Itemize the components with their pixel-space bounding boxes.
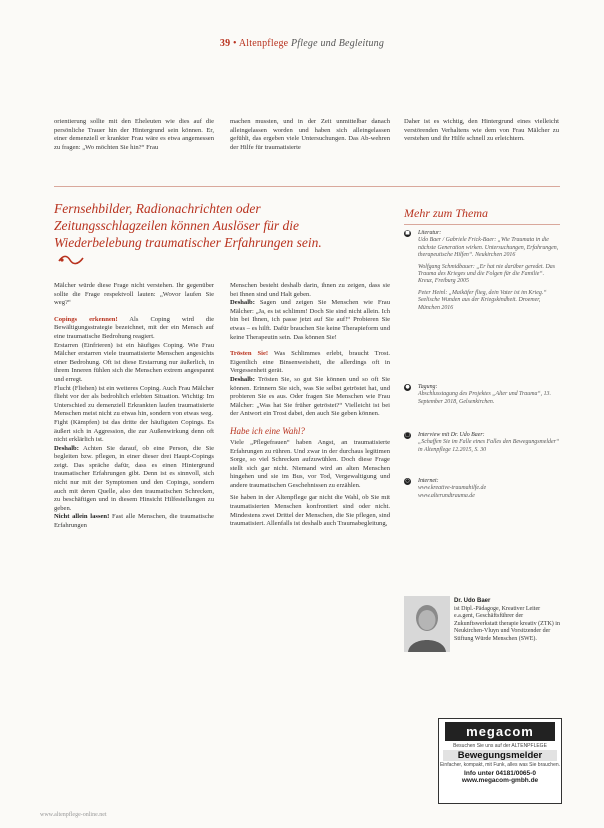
left-p2: Copings erkennen! Als Coping wird die Bewältigungsstrategie bezeichnet, mit der ein Mensch auf eine traumatische Bedrohung reagiert. (54, 315, 214, 340)
ad-phone: Info unter 04181/0065-0 (464, 770, 536, 777)
middle-column (230, 282, 390, 529)
calendar-icon: ● (405, 384, 410, 390)
left-p4: Flucht (Fliehen) ist ein weiteres Coping. Auch Frau Mälcher flieht vor der als bedrohlich erlebten Situation. Wichtig: Im Unterschied zu demenziell Erkrankten laufen traumatisierte Menschen meist nicht zu etwas hin, sondern von etwas weg. (54, 384, 214, 418)
mid-p4: Deshalb: Trösten Sie, so gut Sie können und so oft Sie können. Erinnern Sie sich, was Sie selbst getröstet hat, und probieren Sie es aus. Oder fragen Sie Menschen wie Frau Mälcher: „Was hat Sie früher getröstet?“ Vielleicht ist bei der Antwort ein Trost dabei, den auch Sie geben können. (230, 375, 390, 418)
globe-icon: ○ (405, 478, 410, 484)
top-column-3 (404, 118, 559, 144)
sidebar-literatur (405, 230, 560, 312)
mid-p2: Deshalb: Sagen und zeigen Sie Menschen wie Frau Mälcher: „Ja, es ist schlimm! Doch Sie sind nicht allein. Ich bin bei Ihnen, ich passe jetzt auf Sie auf!“ Probieren Sie etwas – es hilft. Dafür brauchen Sie keine Therapieform und keine Therapeutin sein. Das können Sie! (230, 299, 390, 341)
tagung-entry: Abschlusstagung des Projektes „Alter und Trauma“, 13. September 2018, Gelsenkirchen. (418, 391, 551, 405)
literatur-entry-2: Wolfgang Schmidbauer: „Er hat nie darüber geredet. Das Trauma des Krieges und die Folgen für die Familie“. Kreuz, Freiburg 2005 (418, 263, 555, 285)
sidebar-internet (405, 478, 560, 500)
literatur-label: Literatur: (418, 230, 442, 236)
pull-quote (54, 200, 354, 269)
divider-line (54, 186, 560, 187)
mid-p3-head: Trösten Sie! (230, 350, 269, 358)
interview-entry: „Schaffen Sie im Falle eines Falles den Bewegungsmelder“ in Altenpflege 12.2015, S. 30 (418, 439, 560, 453)
header-topic: Pflege und Begleitung (291, 38, 385, 49)
left-p7: Nicht allein lassen! Fast alle Menschen, die traumatische Erfahrungen (54, 513, 214, 530)
author-name: Dr. Udo Baer (454, 598, 491, 604)
mid-p6: Sie haben in der Altenpflege gar nicht die Wahl, ob Sie mit traumatisierten Menschen konfrontiert sind oder nicht. Mindestens zwei Drittel der Menschen, die Sie pflegen, sind traumatisiert. Allenfalls ist deshalb auch Traumabegleitung, (230, 494, 390, 528)
document-icon: □ (405, 432, 410, 438)
sidebar-interview (405, 432, 560, 454)
left-p6: Deshalb: Achten Sie darauf, ob eine Person, die Sie begleiten bzw. pflegen, in einer dieser drei Haupt-Copings zeigt. Das spräche dafür, dass es einen Hintergrund traumatischer Erfahrungen gibt. Denn ist es sinnvoll, sich nicht nur mit der Symptomen und den Copings, sondern auch mit deren Quelle, also den traumatischen Schrecken, zu beschäftigen und in diesem Hinsicht Hilfestellungen zu geben. (54, 444, 214, 512)
ad-line2: Einfacher, kompakt, mit Funk, alles was Sie brauchen. (439, 762, 561, 768)
author-photo (404, 596, 450, 652)
sidebar-rule (404, 224, 560, 225)
left-column (54, 282, 214, 531)
book-icon: ■ (405, 230, 410, 236)
top-col2-text: machen mussten, und in der Zeit unmittelbar danach alleingelassen worden und haben sich alleingelassen gefühlt, das ergeben viele Untersuchungen. Das Ab-wehren der Hilfe für traumatisierte (230, 118, 390, 151)
header-separator: • (233, 38, 237, 49)
top-column-1 (54, 118, 214, 152)
top-col1-text: orientierung sollte mit den Eheleuten wie dies auf die persönliche Trauer hin der Hintergrund sein können. Er, einer demenziell er krankter Frau wäre es etwa angemessen zu fragen: „Wo möchten Sie hin?“ Frau (54, 118, 214, 151)
left-p6-head: Deshalb: (54, 444, 79, 452)
left-p3: Erstarren (Einfrieren) ist ein häufiges Coping. Wie Frau Mälcher erstarren viele traumatisierte Menschen angesichts einer Bedrohung. Oft ist diese Erstarrung nur äußerlich, in ihrem Inneren fühlen sich die Menschen extrem angespannt und erregt. (54, 341, 214, 383)
mid-subheading: Habe ich eine Wahl? (230, 425, 305, 436)
mid-p3: Trösten Sie! Was Schlimmes erlebt, braucht Trost. Eigentlich eine Binsenweisheit, die allerdings oft in Vergessenheit gerät. (230, 350, 390, 375)
sidebar-title: Mehr zum Thema (404, 206, 488, 220)
internet-link-1[interactable]: www.kreative-traumahilfe.de (418, 485, 487, 492)
mid-p5: Viele „Pflegefrauen“ haben Angst, an traumatisierte Erfahrungen zu rühren. Und zwar in der durchaus legitimen Sorge, so viel Schrecken aufzuwühlen. Doch diese Frage stellt sich gar nicht. Niemand wird an alten Menschen hingehen und sie im Bus, vor Tod, Vergewaltigung und andere traumatischen Geschehnissen zu erzählen. (230, 438, 390, 489)
ad-headline: Bewegungsmelder (443, 750, 557, 761)
ad-logo: megacom (445, 722, 555, 741)
interview-label: Interview mit Dr. Udo Baer: (418, 432, 485, 438)
left-p4-head: Flucht (Fliehen) (54, 384, 97, 392)
literatur-entry-3: Peter Heinl: „Maikäfer flieg, dein Vater ist im Krieg.“ Seelische Wunden aus der Kriegskindheit. Droemer, München 2016 (418, 289, 547, 311)
running-header (0, 38, 604, 49)
page-footer: www.altenpflege-online.net (40, 812, 107, 818)
internet-label: Internet: (418, 478, 439, 484)
pull-quote-text: Fernsehbilder, Radionachrichten oder Zeitungsschlagzeilen können Auslöser für die Wiederbelebung traumatischer Erfahrungen sein. (54, 201, 322, 250)
left-p5: Fight (Kämpfen) ist das dritte der häufigsten Copings. Es äußert sich in Aggression, die zur Außenwirkung denn oft nicht erklärlich ist. (54, 418, 214, 444)
literatur-entry-1: Udo Baer / Gabriele Frick-Baer: „Wie Traumata in die nächste Generation wirken. Untersuchungen, Erfahrungen, therapeutische Hilfen“. Neukirchen 2016 (418, 237, 559, 259)
author-box (454, 598, 560, 644)
tagung-label: Tagung: (418, 384, 438, 390)
author-bio: ist Dipl.-Pädagoge, Kreativer Leiter e.a.gent, Geschäftsführer der Zukunftswerkstatt therapie kreativ (ZTK) in Neukirchen-Vluyn und Vorsitzender der Stiftung Würde Menschen (SWE). (454, 605, 560, 642)
advertisement[interactable] (438, 718, 562, 804)
sidebar (404, 206, 560, 230)
ad-url[interactable]: www.megacom-gmbh.de (461, 777, 539, 784)
sidebar-tagung (405, 384, 560, 406)
mid-p4-head: Deshalb: (230, 375, 255, 383)
mid-p1: Menschen besteht deshalb darin, ihnen zu zeigen, dass sie bei Ihnen sind und Halt geben. (230, 282, 390, 298)
top-col3-text: Daher ist es wichtig, den Hintergrund eines vielleicht verstörenden Verhaltens wie dem von Frau Mälcher zu verstehen und ihr Hilfe schnell zu erleichtern. (404, 118, 559, 143)
header-section: Altenpflege (238, 38, 289, 49)
top-column-2 (230, 118, 390, 152)
ad-line1: Besuchen Sie uns auf der ALTENPFLEGE (453, 743, 547, 749)
wave-ornament-icon (58, 252, 84, 269)
left-p7-head: Nicht allein lassen! (54, 513, 110, 521)
page-number: 39 (219, 38, 231, 49)
left-p2-head: Copings erkennen! (54, 315, 118, 323)
mid-p2-head: Deshalb: (230, 299, 255, 307)
left-p1: Mälcher würde diese Frage nicht verstehen. Ihr gegenüber sollte die Frage respektvoll lauten: „Wovor laufen Sie weg?“ (54, 282, 214, 307)
internet-link-2[interactable]: www.alterundtrauma.de (418, 492, 475, 499)
